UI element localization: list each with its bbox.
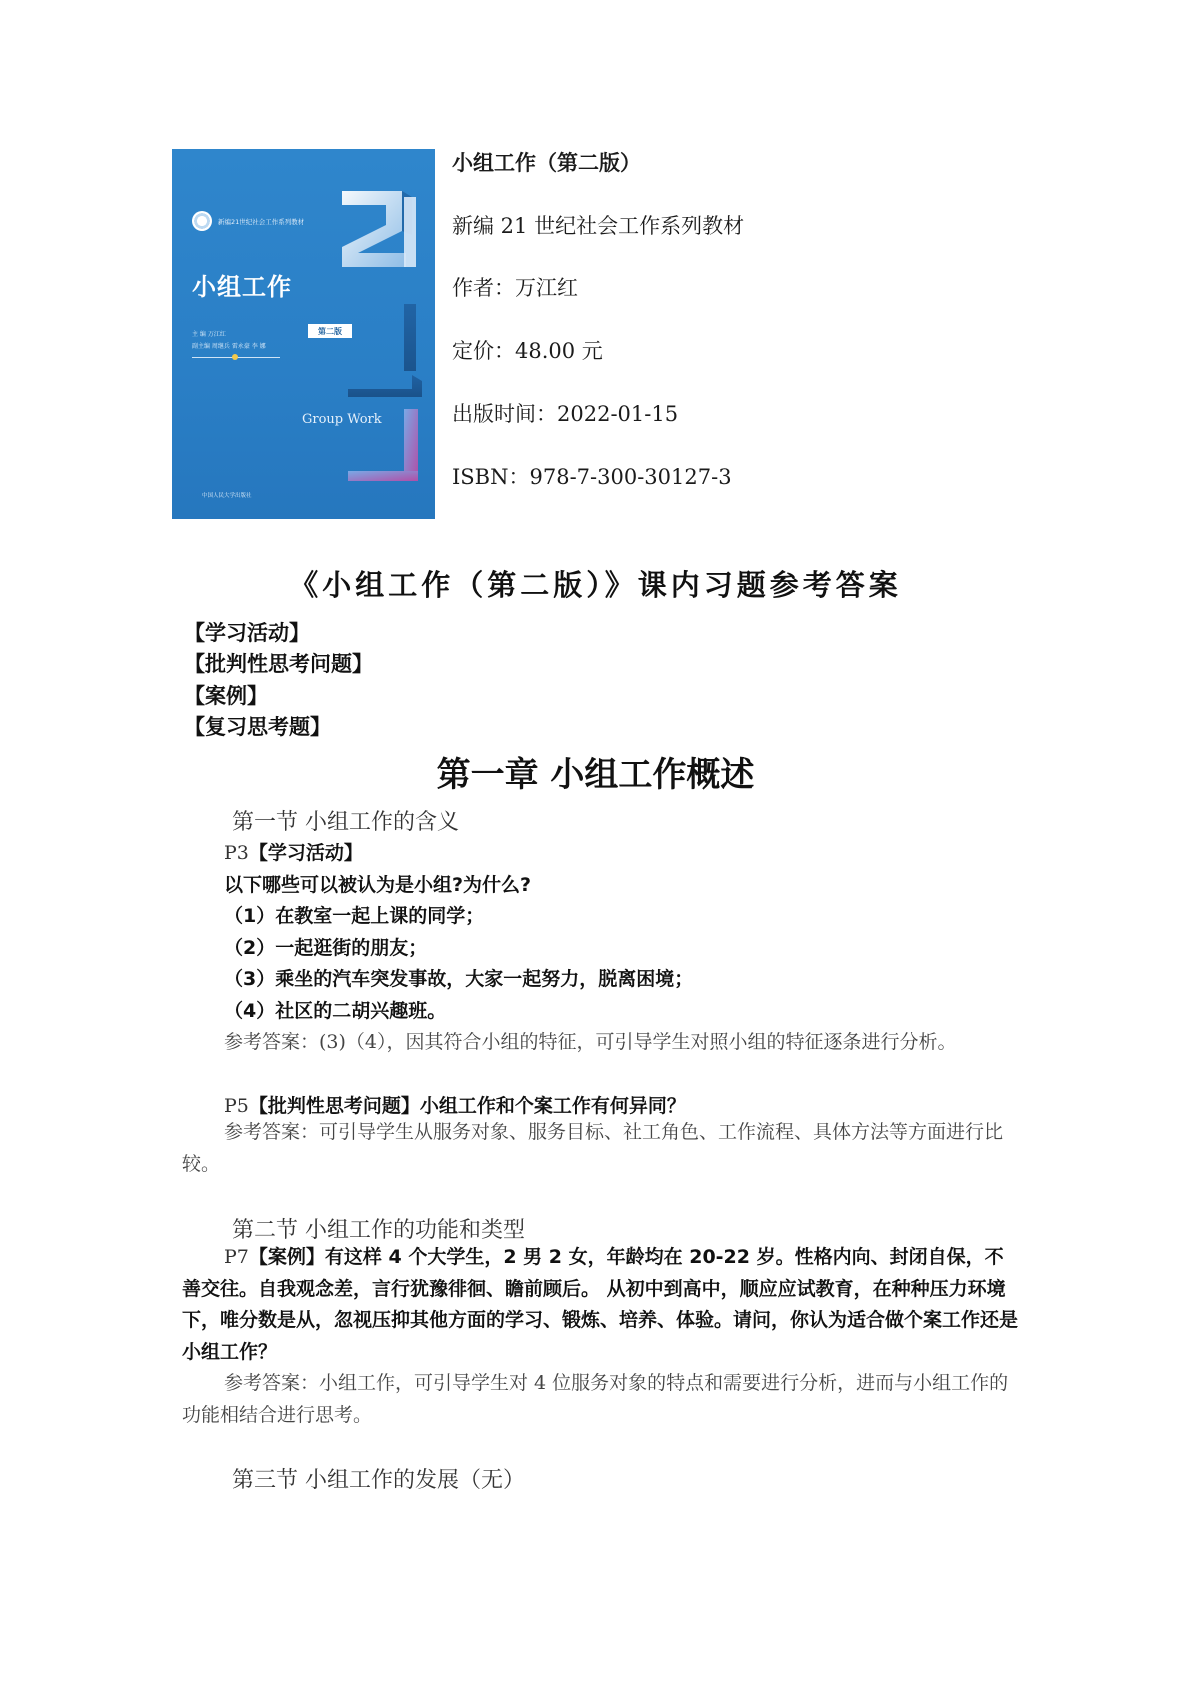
book-info-pub-date: 出版时间：2022-01-15	[452, 402, 679, 426]
cover-series-text: 新编21世纪社会工作系列教材	[218, 217, 305, 226]
cover-credit-vice: 副主编 周继兵 雷永豪 李 娜	[192, 343, 266, 350]
activity-tag: 【学习活动】	[248, 842, 363, 864]
document-title: 《小组工作（第二版）》课内习题参考答案	[289, 568, 902, 602]
critical-answer: 参考答案：可引导学生从服务对象、服务目标、社工角色、工作流程、具体方法等方面进行比较。	[182, 1121, 1004, 1175]
critical-question	[224, 1091, 686, 1118]
activity-page-ref: P3	[224, 842, 249, 864]
legend-item-activity: 【学习活动】	[184, 621, 310, 645]
cover-divider-dot	[232, 354, 238, 360]
activity-option-4: （4）社区的二胡兴趣班。	[224, 1000, 447, 1022]
activity-option-2: （2）一起逛街的朋友；	[224, 937, 428, 959]
case-text: 【案例】有这样 4 个大学生，2 男 2 女，年龄均在 20-22 岁。性格内向、封闭自保，不善交往。自我观念差，言行犹豫徘徊、瞻前顾后。 从初中到高中，顺应应试教育，在种种压力环境下，唯分数是从，忽视压抑其他方面的学习、锻炼、培养、体验。请问，你认为适合做个案工作还是小组工作？	[182, 1246, 1019, 1363]
legend-item-case: 【案例】	[184, 684, 268, 708]
book-info-price: 定价：48.00 元	[452, 339, 603, 363]
critical-question-text: 【批判性思考问题】小组工作和个案工作有何异同？	[248, 1095, 686, 1117]
book-cover-image	[172, 149, 435, 519]
cover-credit-main: 主 编 万江红	[192, 331, 226, 338]
book-info-author: 作者：万江红	[452, 276, 578, 300]
activity-option-1: （1）在教室一起上课的同学；	[224, 905, 485, 927]
cover-publisher: 中国人民大学出版社	[202, 493, 252, 499]
legend-item-critical: 【批判性思考问题】	[184, 652, 373, 676]
chapter-title: 第一章 小组工作概述	[436, 755, 755, 795]
activity-question: 以下哪些可以被认为是小组?为什么?	[224, 874, 532, 896]
case-page-ref: P7	[224, 1246, 249, 1268]
book-info-title: 小组工作（第二版）	[452, 151, 641, 175]
case-paragraph	[182, 1242, 1020, 1368]
activity-option-3: （3）乘坐的汽车突发事故，大家一起努力，脱离困境；	[224, 968, 694, 990]
cover-series-row	[192, 211, 304, 231]
book-info-series: 新编 21 世纪社会工作系列教材	[452, 214, 745, 238]
cover-english-title: Group Work	[302, 412, 382, 427]
activity-answer: 参考答案：(3)（4），因其符合小组的特征，可引导学生对照小组的特征逐条进行分析。	[224, 1031, 957, 1053]
critical-page-ref: P5	[224, 1095, 249, 1117]
section-3-title: 第三节 小组工作的发展（无）	[232, 1468, 525, 1493]
cover-edition-badge: 第二版	[308, 324, 352, 338]
case-answer: 参考答案：小组工作，可引导学生对 4 位服务对象的特点和需要进行分析，进而与小组工作的功能相结合进行思考。	[182, 1372, 1009, 1426]
publisher-logo-icon	[192, 211, 212, 231]
section-2-title: 第二节 小组工作的功能和类型	[232, 1218, 525, 1243]
cover-title: 小组工作	[192, 273, 292, 301]
book-info-isbn: ISBN：978-7-300-30127-3	[452, 465, 732, 489]
activity-heading	[224, 838, 363, 865]
legend-item-review: 【复习思考题】	[184, 715, 331, 739]
section-1-title: 第一节 小组工作的含义	[232, 810, 459, 835]
